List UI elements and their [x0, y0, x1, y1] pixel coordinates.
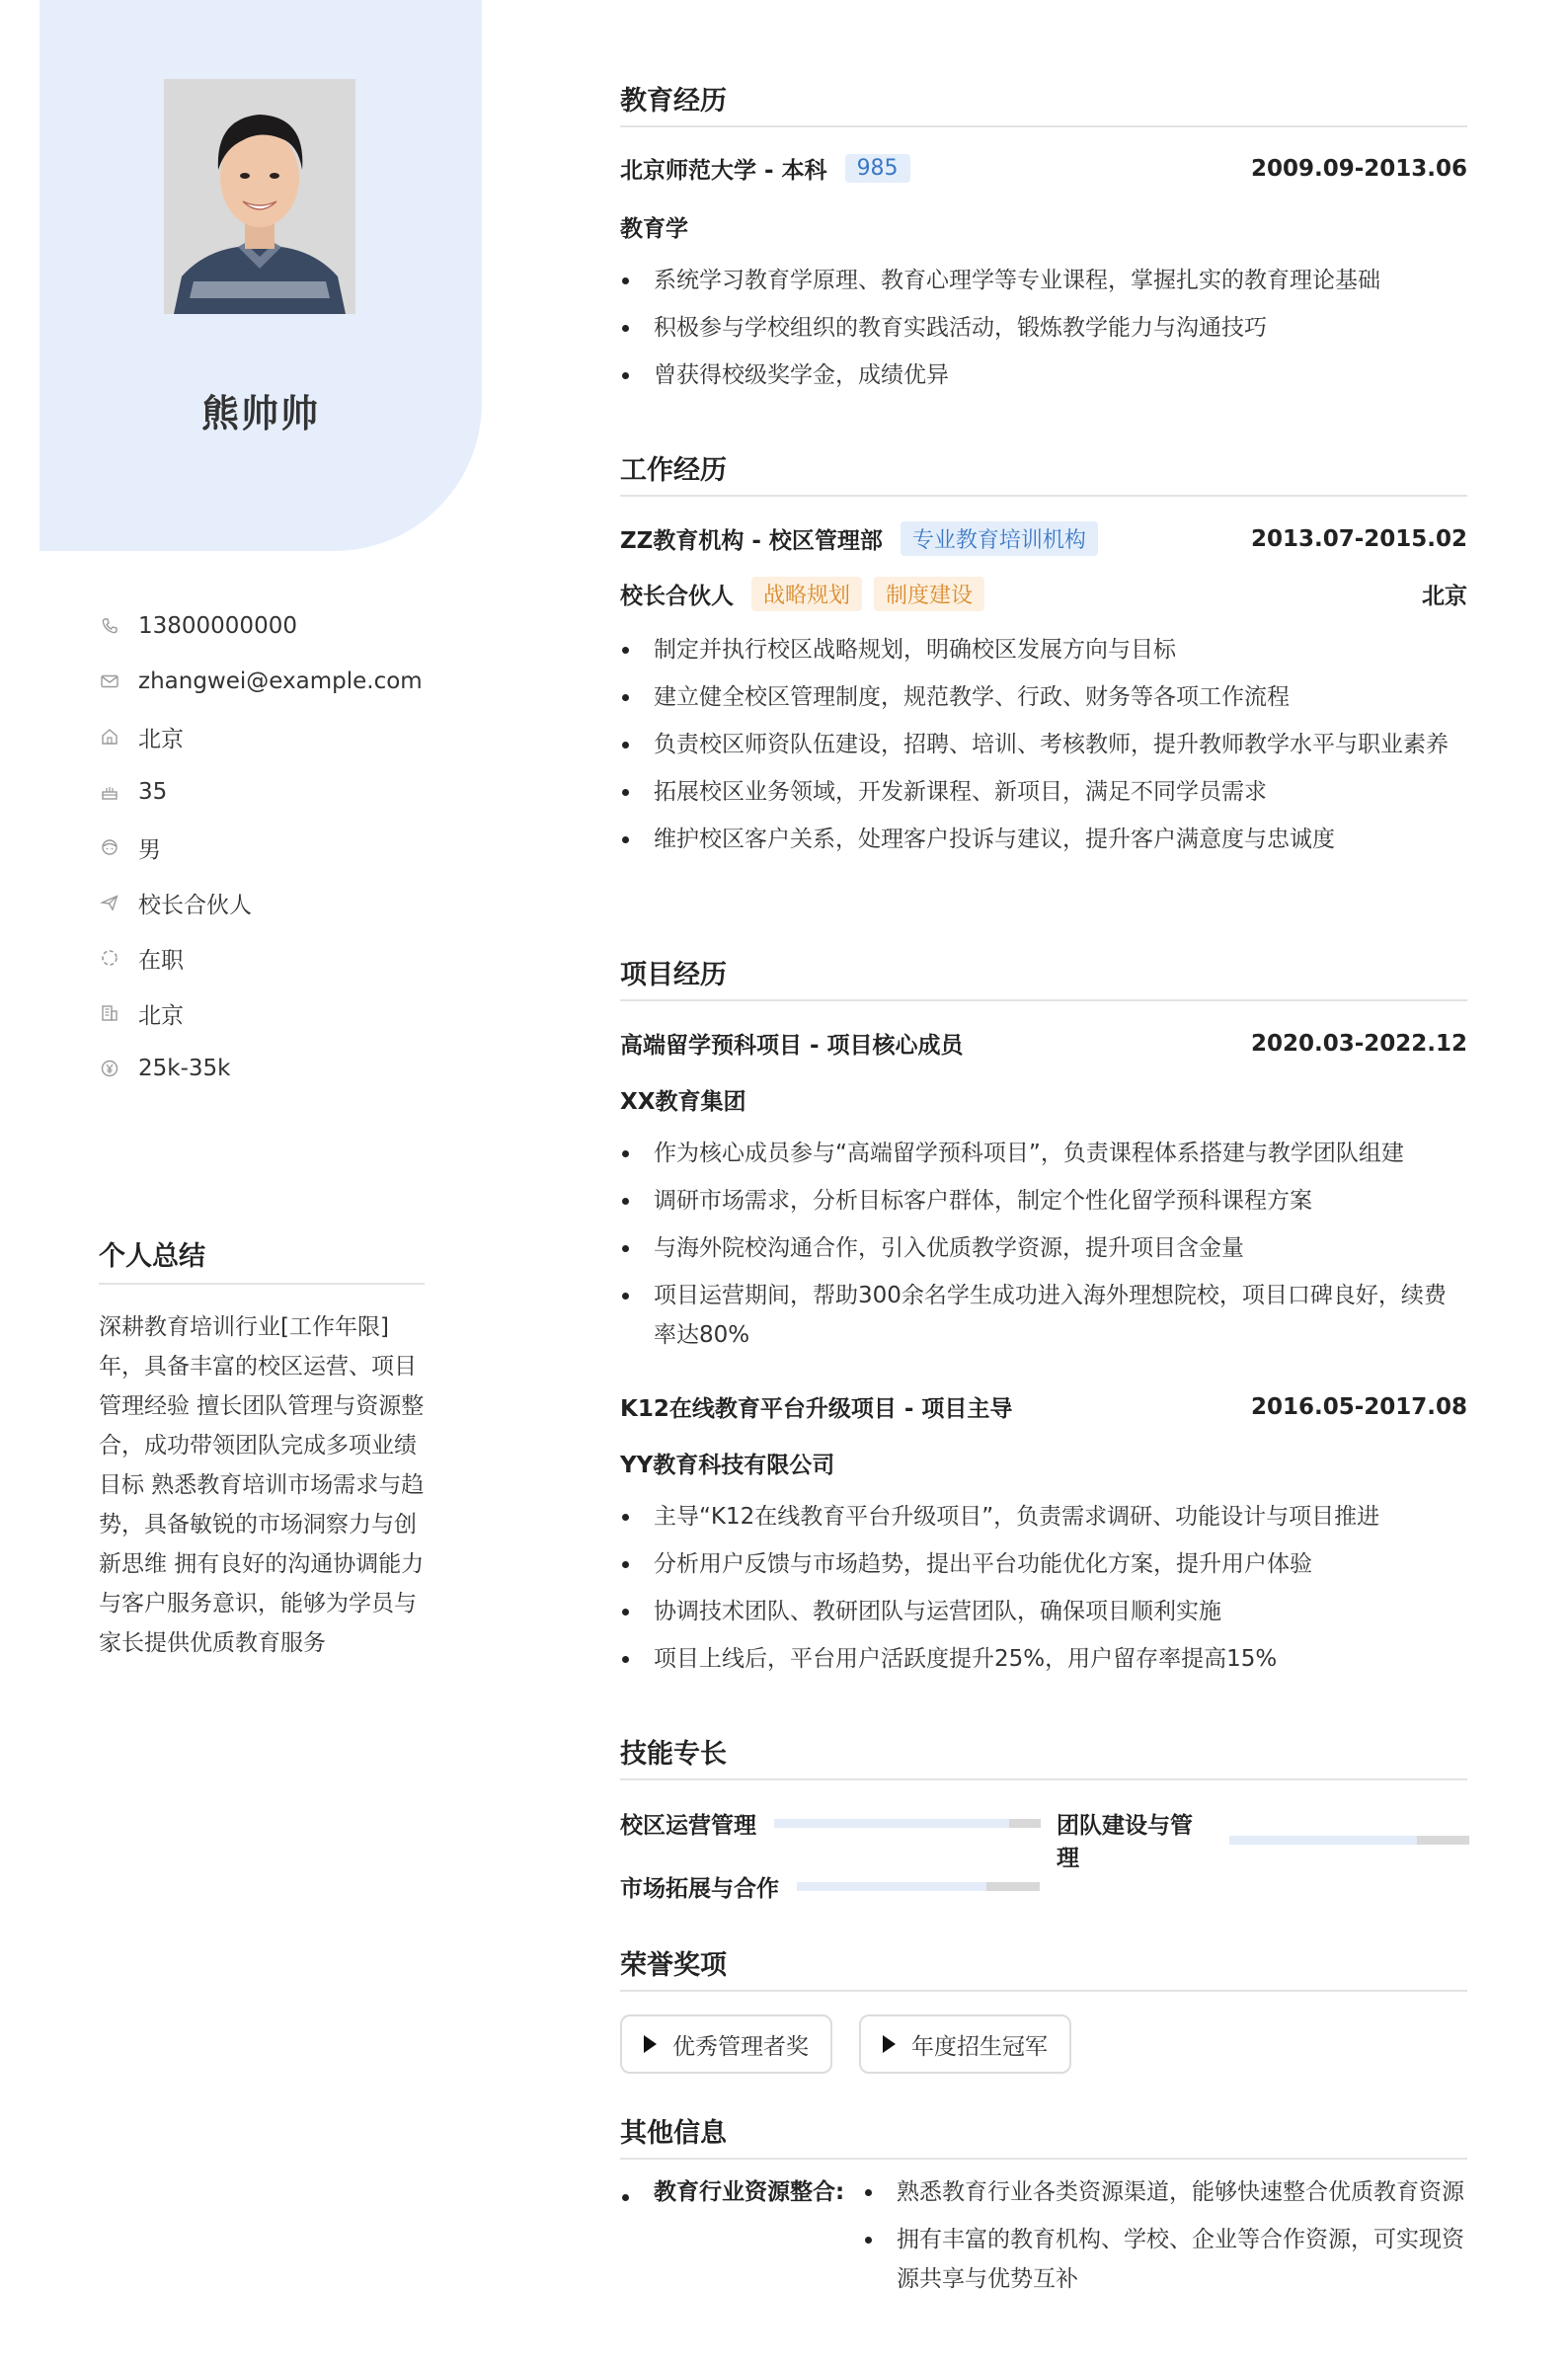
contact-location: 北京	[99, 709, 434, 764]
other-info-label: 教育行业资源整合:	[654, 2179, 845, 2205]
list-item: 分析用户反馈与市场趋势，提出平台功能优化方案，提升用户体验	[620, 1544, 1467, 1584]
list-item: 作为核心成员参与“高端留学预科项目”，负责课程体系搭建与教学团队组建	[620, 1134, 1467, 1173]
list-item: 曾获得校级奖学金，成绩优异	[620, 355, 1467, 395]
project-2-header	[620, 1390, 1467, 1423]
contact-gender: 男	[99, 820, 434, 875]
contact-status: 在职	[99, 930, 434, 986]
work-heading: 工作经历	[620, 448, 1467, 497]
contact-list	[99, 598, 434, 1096]
company-name: ZZ教育机构 - 校区管理部	[620, 528, 883, 554]
phone-icon	[99, 615, 120, 637]
skill-label: 市场拓展与合作	[620, 1876, 779, 1902]
skill-bar-fill	[1229, 1836, 1416, 1845]
contact-salary: 25k-35k	[99, 1041, 434, 1096]
awards-heading: 荣誉奖项	[620, 1943, 1467, 1992]
other-info-row	[620, 2172, 1467, 2307]
project-2-date: 2016.05-2017.08	[1250, 1393, 1467, 1420]
contact-position: 校长合伙人	[99, 875, 434, 930]
list-item: 系统学习教育学原理、教育心理学等专业课程，掌握扎实的教育理论基础	[620, 261, 1467, 300]
other-info-items	[863, 2172, 1467, 2307]
cake-icon	[99, 781, 120, 803]
skill-item	[620, 1807, 1041, 1840]
list-item: 项目运营期间，帮助300余名学生成功进入海外理想院校，项目口碑良好，续费率达80%	[620, 1276, 1467, 1355]
home-icon	[99, 726, 120, 748]
project-1-header	[620, 1027, 1467, 1060]
education-date: 2009.09-2013.06	[1250, 155, 1467, 182]
list-item: 制定并执行校区战略规划，明确校区发展方向与目标	[620, 630, 1467, 670]
list-item: 拥有丰富的教育机构、学校、企业等合作资源，可实现资源共享与优势互补	[863, 2220, 1467, 2299]
award-badge: 优秀管理者奖	[620, 2014, 832, 2074]
contact-city: 北京	[99, 986, 434, 1041]
skill-bar	[1229, 1836, 1469, 1845]
work-role-row	[620, 577, 1467, 611]
education-major: 教育学	[620, 216, 688, 242]
salary-icon	[99, 1058, 120, 1079]
school-tag: 985	[845, 154, 910, 183]
status-icon	[99, 947, 120, 969]
work-bullets	[620, 630, 1467, 867]
role-tag-system: 制度建设	[874, 577, 984, 611]
list-item: 负责校区师资队伍建设，招聘、培训、考核教师，提升教师教学水平与职业素养	[620, 725, 1467, 764]
list-item: 主导“K12在线教育平台升级项目”，负责需求调研、功能设计与项目推进	[620, 1497, 1467, 1537]
company-tag: 专业教育培训机构	[901, 521, 1098, 556]
list-item: 项目上线后，平台用户活跃度提升25%，用户留存率提高15%	[620, 1639, 1467, 1679]
work-date: 2013.07-2015.02	[1250, 525, 1467, 552]
list-item: 调研市场需求，分析目标客户群体，制定个性化留学预科课程方案	[620, 1181, 1467, 1221]
project-2-org: YY教育科技有限公司	[620, 1453, 835, 1478]
contact-age: 35	[99, 764, 434, 820]
summary-text: 深耕教育培训行业[工作年限]年，具备丰富的校区运营、项目管理经验 擅长团队管理与资源整合，成功带领团队完成多项业绩目标 熟悉教育培训市场需求与趋势，具备敏锐的市场洞察力与创新思维 拥有良好的沟通协调能力与客户服务意识，能够为学员与家长提供优质教育服务	[99, 1314, 425, 1656]
play-icon	[644, 2035, 657, 2053]
education-heading: 教育经历	[620, 79, 1467, 127]
skill-item	[620, 1870, 1040, 1903]
projects-heading: 项目经历	[620, 953, 1467, 1001]
list-item: 与海外院校沟通合作，引入优质教学资源，提升项目含金量	[620, 1228, 1467, 1268]
list-item: 建立健全校区管理制度，规范教学、行政、财务等各项工作流程	[620, 677, 1467, 717]
list-item: 维护校区客户关系，处理客户投诉与建议，提升客户满意度与忠诚度	[620, 820, 1467, 859]
education-header	[620, 152, 1467, 185]
skill-label: 团队建设与管理	[1057, 1813, 1193, 1871]
work-header	[620, 521, 1467, 556]
other-info	[620, 2172, 1467, 2307]
education-bullets	[620, 261, 1467, 403]
project-1-bullets	[620, 1134, 1467, 1363]
project-2-bullets	[620, 1497, 1467, 1687]
gender-icon	[99, 836, 120, 858]
send-icon	[99, 892, 120, 913]
list-item: 熟悉教育行业各类资源渠道，能够快速整合优质教育资源	[863, 2172, 1467, 2212]
contact-email: zhangwei@example.com	[99, 654, 434, 709]
building-icon	[99, 1002, 120, 1024]
award-badge: 年度招生冠军	[859, 2014, 1071, 2074]
skills-heading: 技能专长	[620, 1732, 1467, 1780]
play-icon	[883, 2035, 896, 2053]
skill-bar-fill	[774, 1819, 1009, 1828]
school-name: 北京师范大学 - 本科	[620, 158, 827, 184]
list-item: 协调技术团队、教研团队与运营团队，确保项目顺利实施	[620, 1592, 1467, 1631]
role-tag-strategy: 战略规划	[751, 577, 862, 611]
portrait-image	[164, 79, 355, 314]
skill-bar-fill	[797, 1882, 986, 1891]
list-item: 拓展校区业务领域，开发新课程、新项目，满足不同学员需求	[620, 772, 1467, 812]
project-1-date: 2020.03-2022.12	[1250, 1030, 1467, 1057]
project-1-org: XX教育集团	[620, 1089, 746, 1115]
skill-item	[1057, 1807, 1469, 1872]
work-location: 北京	[1422, 584, 1467, 609]
bullet	[620, 2172, 654, 2307]
candidate-name: 熊帅帅	[200, 392, 320, 435]
skill-label: 校区运营管理	[620, 1813, 756, 1839]
project-1-name: 高端留学预科项目 - 项目核心成员	[620, 1033, 964, 1059]
summary-heading: 个人总结	[99, 1234, 425, 1285]
other-heading: 其他信息	[620, 2111, 1467, 2160]
avatar	[164, 79, 355, 314]
project-2-name: K12在线教育平台升级项目 - 项目主导	[620, 1396, 1013, 1422]
mail-icon	[99, 670, 120, 692]
contact-phone: 13800000000	[99, 598, 434, 654]
skill-bar	[797, 1882, 1040, 1891]
list-item: 积极参与学校组织的教育实践活动，锻炼教学能力与沟通技巧	[620, 308, 1467, 348]
skill-bar	[774, 1819, 1041, 1828]
work-role: 校长合伙人	[620, 584, 734, 609]
